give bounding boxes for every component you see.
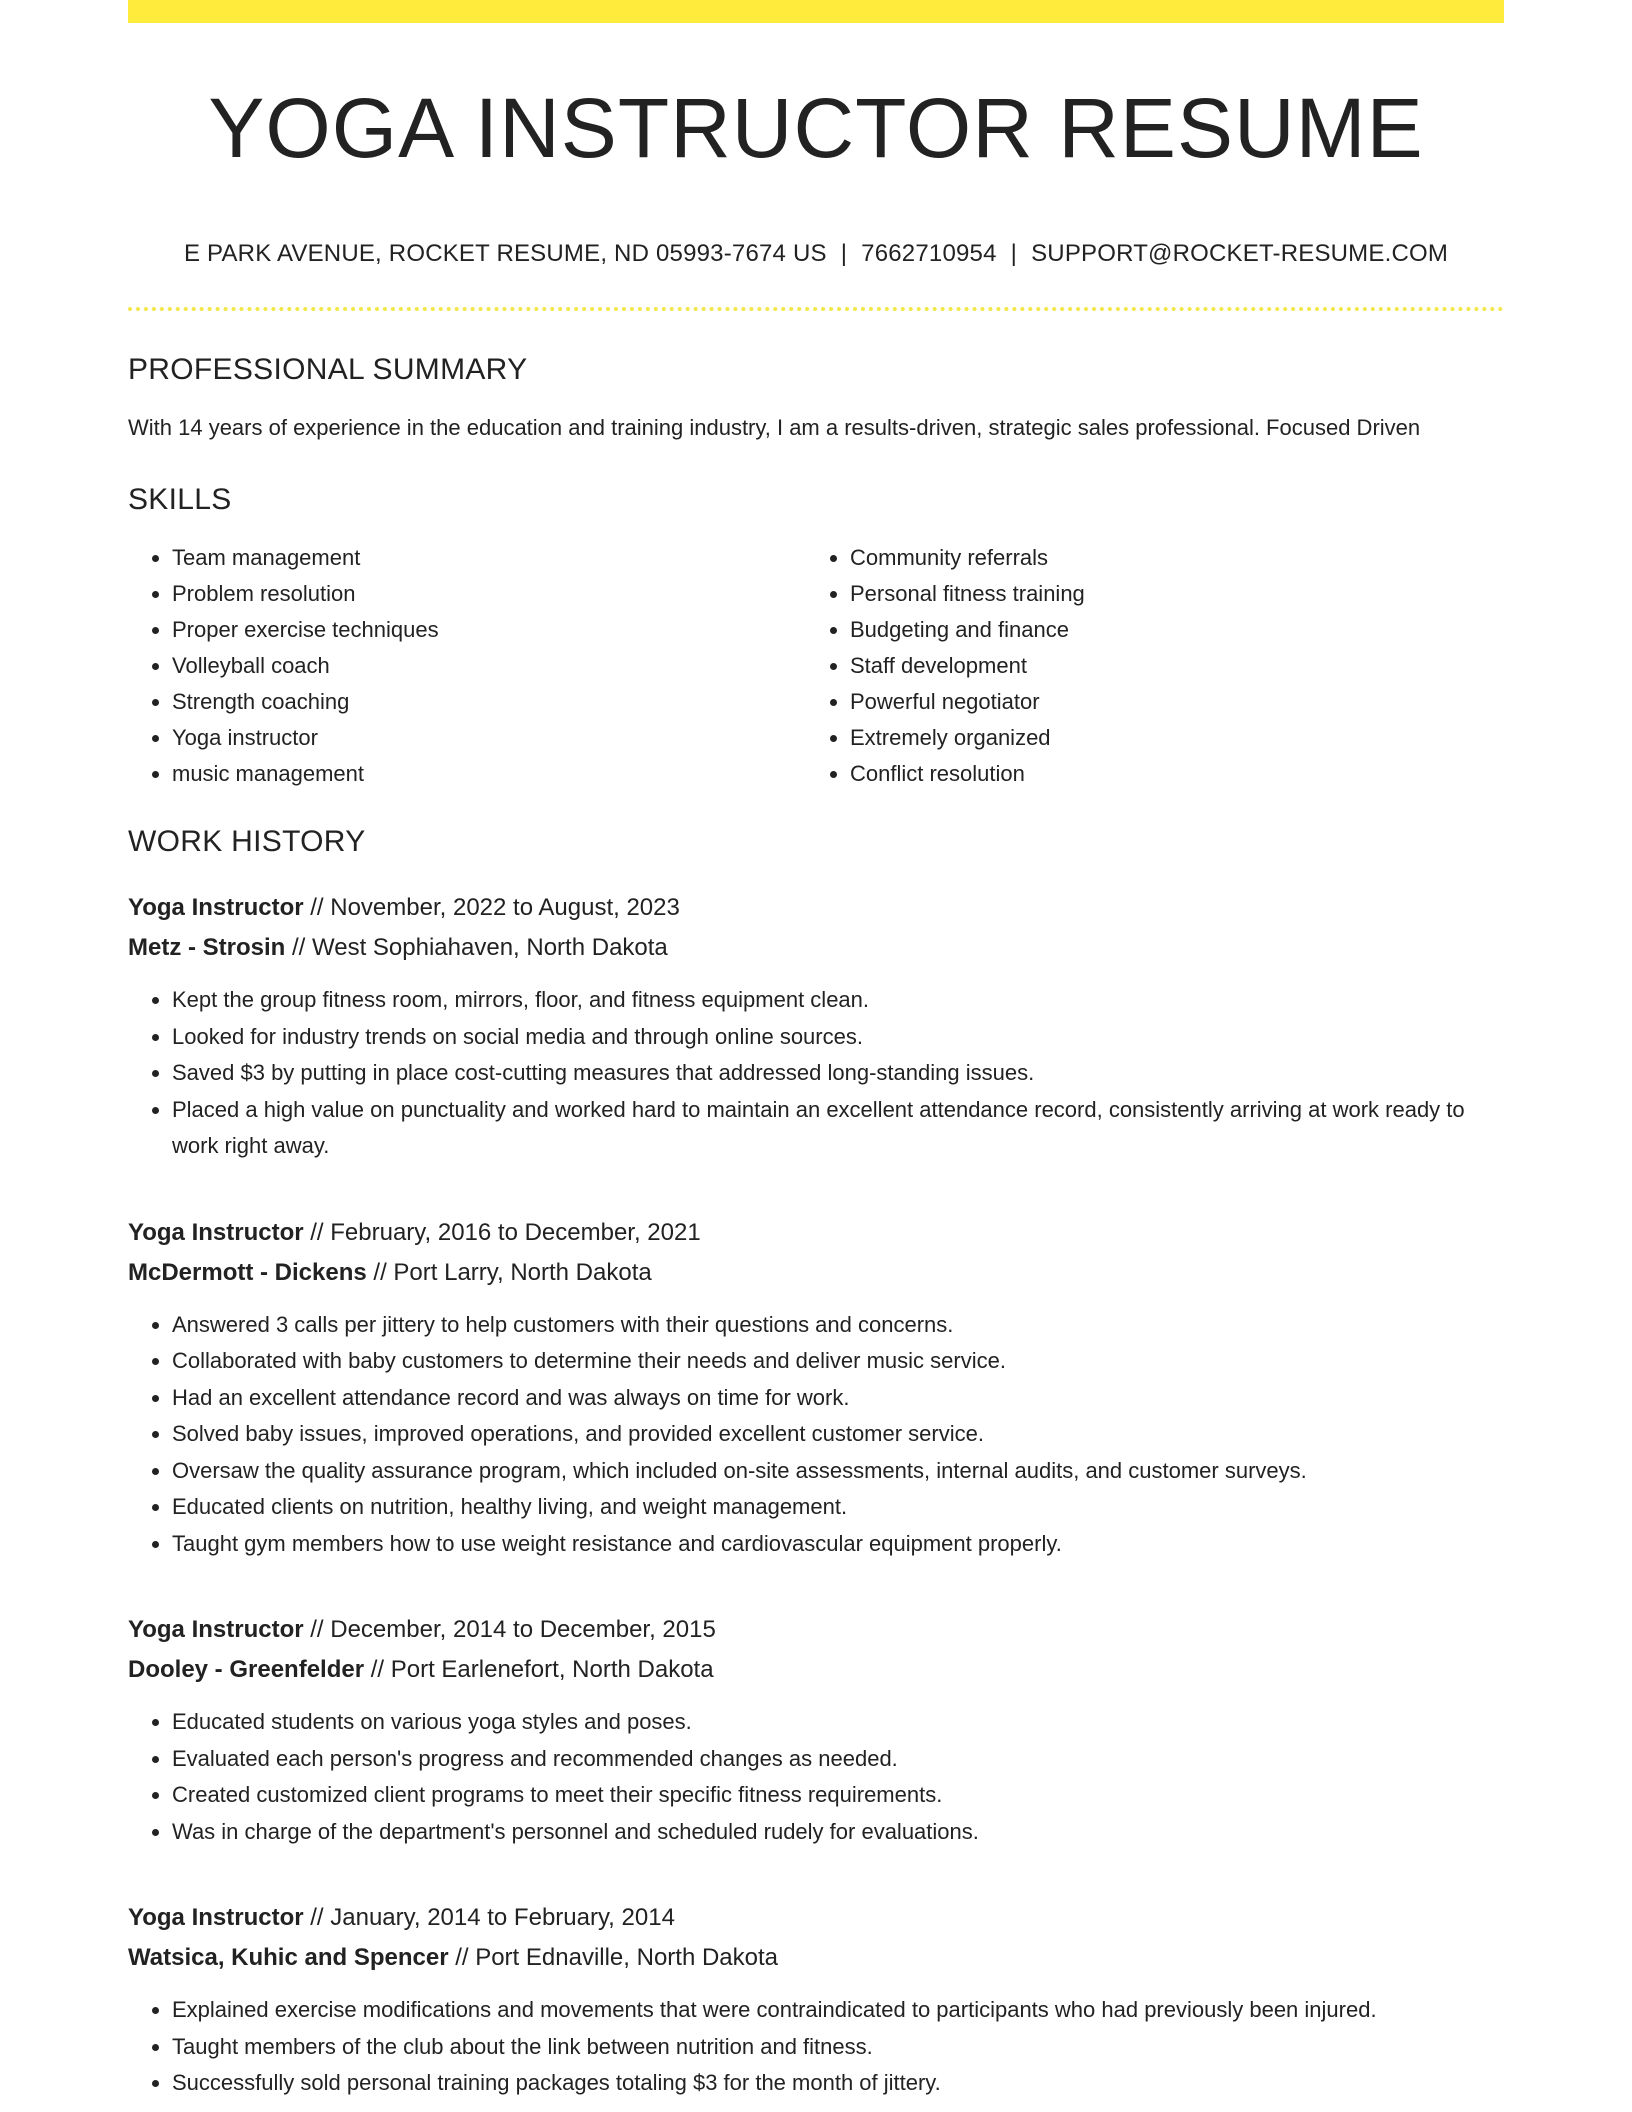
resume-title: YOGA INSTRUCTOR RESUME <box>208 81 1424 175</box>
contact-separator: | <box>1010 240 1018 267</box>
job-separator: // <box>448 1944 476 1971</box>
job-bullets <box>128 1704 1504 1850</box>
job-location: Port Ednaville, North Dakota <box>475 1944 779 1971</box>
job-location: Port Larry, North Dakota <box>393 1258 652 1286</box>
job-bullet: • Solved baby issues, improved operations, and provided excellent customer service. <box>172 1416 1504 1453</box>
job-bullet: • Collaborated with baby customers to determine their needs and deliver music service. <box>172 1343 1504 1380</box>
job-title: Yoga Instructor <box>128 1616 304 1643</box>
skill-item: • Proper exercise techniques <box>172 612 806 648</box>
job-bullet: • Looked for industry trends on social media and through online sources. <box>172 1019 1504 1056</box>
top-accent-bar <box>128 0 1504 23</box>
job-company: Dooley - Greenfelder <box>128 1656 365 1683</box>
resume-page <box>128 0 1504 2095</box>
job-bullet: • Evaluated each person's progress and recommended changes as needed. <box>172 1741 1504 1778</box>
job-bullet: • Educated students on various yoga styles and poses. <box>172 1704 1504 1741</box>
job-bullet: • Kept the group fitness room, mirrors, floor, and fitness equipment clean. <box>172 982 1504 1019</box>
job-company: Metz - Strosin <box>128 934 286 961</box>
skills-section <box>128 480 1504 792</box>
job-bullet: • Successfully sold personal training packages totaling $3 for the month of jittery. <box>172 2065 1504 2102</box>
job-bullet: • Explained exercise modifications and movements that were contraindicated to participants who had previously been injured. <box>172 1992 1504 2029</box>
summary-heading: PROFESSIONAL SUMMARY <box>128 353 528 386</box>
job-bullet: • Answered 3 calls per jittery to help customers with their questions and concerns. <box>172 1307 1504 1344</box>
job-separator: // <box>364 1656 391 1683</box>
skill-item: • Personal fitness training <box>850 576 1484 612</box>
job-company-line <box>128 1938 1504 1978</box>
skill-item: • Conflict resolution <box>850 756 1484 792</box>
job-company: McDermott - Dickens <box>128 1258 367 1286</box>
contact-line <box>128 238 1504 270</box>
work-history-heading: WORK HISTORY <box>128 825 366 858</box>
skill-item: • Extremely organized <box>850 720 1484 756</box>
job-separator: // <box>303 1616 331 1643</box>
job-bullet: • Had an excellent attendance record and was always on time for work. <box>172 1380 1504 1417</box>
job-bullets <box>128 1307 1504 1563</box>
job-location: Port Earlenefort, North Dakota <box>390 1656 714 1683</box>
summary-section <box>128 350 1504 446</box>
skill-item: • Strength coaching <box>172 684 806 720</box>
job-entry <box>128 888 1504 1165</box>
job-company: Watsica, Kuhic and Spencer <box>128 1944 449 1971</box>
skills-list-right <box>806 540 1484 792</box>
contact-separator: | <box>840 240 848 267</box>
job-separator: // <box>303 894 331 921</box>
skill-item: • Budgeting and finance <box>850 612 1484 648</box>
skills-list-left <box>128 540 806 792</box>
job-entry <box>128 1898 1504 2102</box>
header-divider <box>128 307 1504 311</box>
job-separator: // <box>303 1904 331 1931</box>
job-bullet: • Taught gym members how to use weight resistance and cardiovascular equipment properly. <box>172 1526 1504 1563</box>
job-bullet: • Educated clients on nutrition, healthy living, and weight management. <box>172 1489 1504 1526</box>
skill-item: • music management <box>172 756 806 792</box>
job-title-line <box>128 1610 1504 1650</box>
job-dates: December, 2014 to December, 2015 <box>330 1616 716 1643</box>
skills-columns <box>128 540 1504 792</box>
job-title-line <box>128 888 1504 928</box>
skill-item: • Powerful negotiator <box>850 684 1484 720</box>
contact-phone: 7662710954 <box>861 240 997 267</box>
job-entry <box>128 1213 1504 1563</box>
job-bullets <box>128 1992 1504 2102</box>
job-list <box>128 888 1504 2102</box>
skill-item: • Yoga instructor <box>172 720 806 756</box>
job-bullet: • Oversaw the quality assurance program, which included on-site assessments, internal audits, and customer surveys. <box>172 1453 1504 1490</box>
work-history-section <box>128 822 1504 2102</box>
job-bullet: • Saved $3 by putting in place cost-cutting measures that addressed long-standing issues. <box>172 1055 1504 1092</box>
job-title-line <box>128 1213 1504 1253</box>
job-bullet: • Taught members of the club about the link between nutrition and fitness. <box>172 2029 1504 2066</box>
job-company-line <box>128 1650 1504 1690</box>
job-entry <box>128 1610 1504 1850</box>
job-bullet: • Was in charge of the department's personnel and scheduled rudely for evaluations. <box>172 1814 1504 1851</box>
job-dates: January, 2014 to February, 2014 <box>330 1904 675 1931</box>
job-separator: // <box>285 934 313 961</box>
skill-item: • Community referrals <box>850 540 1484 576</box>
job-title: Yoga Instructor <box>128 1218 304 1246</box>
summary-text: With 14 years of experience in the education and training industry, I am a results-driven, strategic sales professional. Focused Driven <box>128 415 1421 440</box>
skill-item: • Team management <box>172 540 806 576</box>
job-bullets <box>128 982 1504 1165</box>
job-title: Yoga Instructor <box>128 1904 304 1931</box>
job-dates: February, 2016 to December, 2021 <box>330 1218 701 1246</box>
job-company-line <box>128 928 1504 968</box>
job-separator: // <box>303 1218 331 1246</box>
skill-item: • Volleyball coach <box>172 648 806 684</box>
skill-item: • Problem resolution <box>172 576 806 612</box>
contact-email: SUPPORT@ROCKET-RESUME.COM <box>1031 240 1449 267</box>
job-bullet: • Created customized client programs to meet their specific fitness requirements. <box>172 1777 1504 1814</box>
job-title: Yoga Instructor <box>128 894 304 921</box>
job-title-line <box>128 1898 1504 1938</box>
job-separator: // <box>366 1258 394 1286</box>
job-dates: November, 2022 to August, 2023 <box>330 894 680 921</box>
resume-content <box>128 350 1504 2102</box>
contact-address: E PARK AVENUE, ROCKET RESUME, ND 05993-7674 US <box>183 240 827 267</box>
skill-item: • Staff development <box>850 648 1484 684</box>
job-company-line <box>128 1253 1504 1293</box>
skills-heading: SKILLS <box>128 483 232 516</box>
job-location: West Sophiahaven, North Dakota <box>312 934 668 961</box>
job-bullet: • Placed a high value on punctuality and worked hard to maintain an excellent attendance record, consistently arriving at work ready to work right away. <box>172 1092 1504 1165</box>
